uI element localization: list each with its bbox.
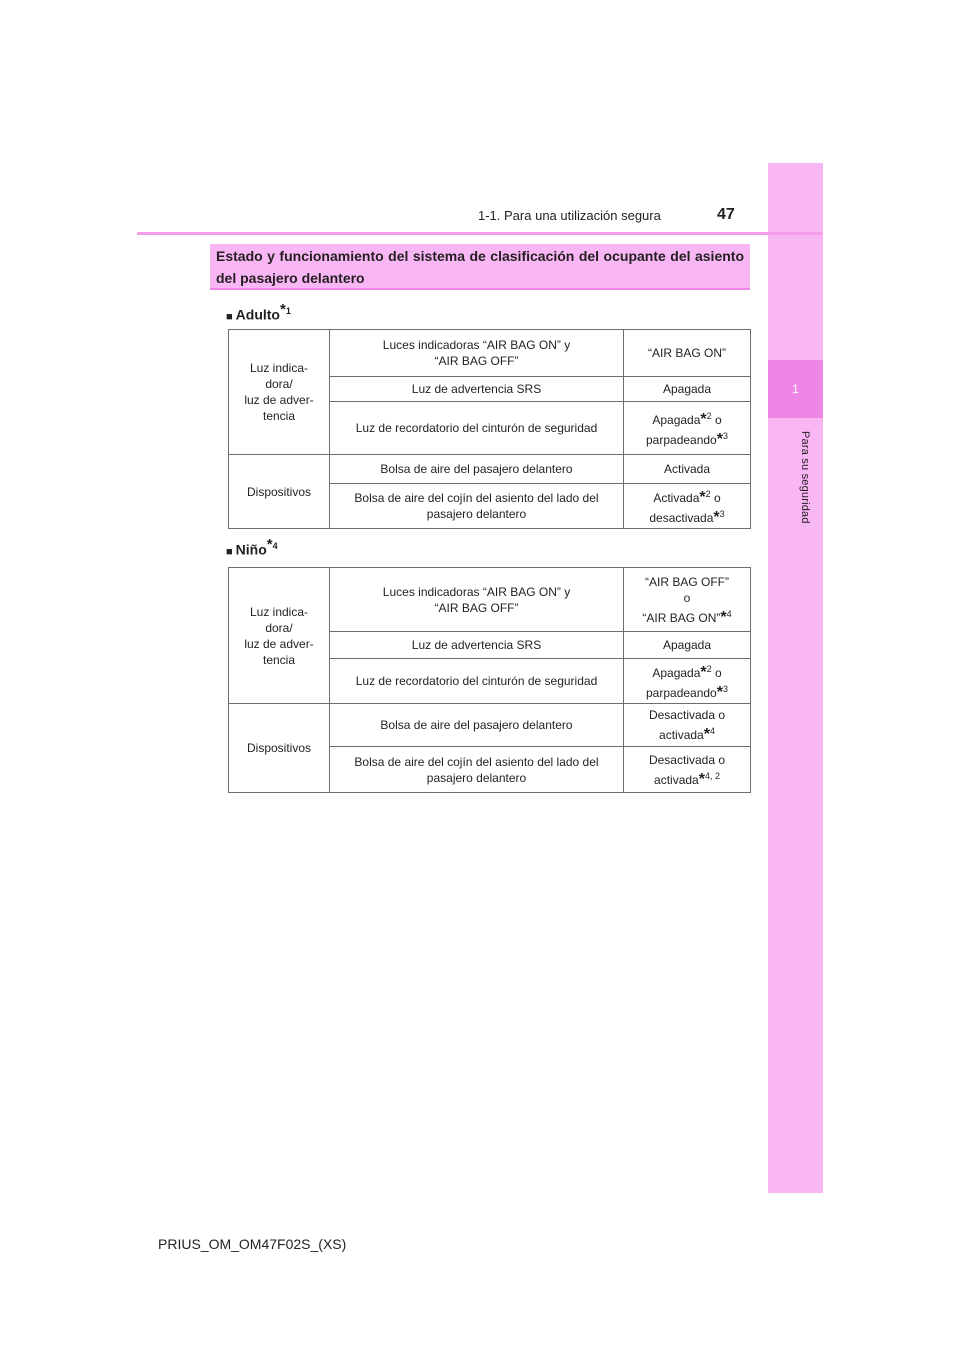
value-cell: Activada*$^2$ o desactivada*$^3$ <box>624 484 751 529</box>
adult-heading-note: 1 <box>285 306 291 316</box>
adult-heading-text: Adulto <box>235 306 280 323</box>
chapter-number: 1 <box>768 360 823 418</box>
item-label-cell: Luz de recordatorio del cinturón de seguridad <box>330 402 624 455</box>
child-table <box>228 567 751 793</box>
table-row <box>229 568 751 632</box>
table-row <box>229 704 751 747</box>
value-cell: “AIR BAG OFF” o “AIR BAG ON”*$^4$ <box>624 568 751 632</box>
group-label-cell: Dispositivos <box>229 704 330 793</box>
value-cell: Desactivada o activada*$^{4, 2}$ <box>624 747 751 793</box>
item-label-cell: Luz de advertencia SRS <box>330 377 624 402</box>
child-heading: ■ Niño$^{*4}$ <box>226 536 278 558</box>
value-cell: Apagada <box>624 377 751 402</box>
header-rule <box>137 232 823 235</box>
value-cell: Apagada <box>624 632 751 659</box>
item-label-cell: Bolsa de aire del pasajero delantero <box>330 455 624 484</box>
table-row <box>229 455 751 484</box>
square-bullet-icon: ■ <box>226 545 233 558</box>
value-cell: Apagada*$^2$ o parpadeando*$^3$ <box>624 659 751 704</box>
value-cell: Desactivada o activada*$^4$ <box>624 704 751 747</box>
chapter-label: Para su seguridad <box>799 431 811 524</box>
item-label-cell: Bolsa de aire del pasajero delantero <box>330 704 624 747</box>
page-number: 47 <box>717 206 735 223</box>
child-heading-note: 4 <box>272 541 278 551</box>
item-label-cell: Luz de recordatorio del cinturón de seguridad <box>330 659 624 704</box>
item-label-cell: Luces indicadoras “AIR BAG ON” y “AIR BAG OFF” <box>330 330 624 377</box>
section-heading: Estado y funcionamiento del sistema de clasificación del ocupante del asiento del pasajero delantero <box>210 244 750 290</box>
group-label-cell: Dispositivos <box>229 455 330 529</box>
item-label-cell: Bolsa de aire del cojín del asiento del lado del pasajero delantero <box>330 484 624 529</box>
child-heading-text: Niño <box>235 541 267 558</box>
item-label-cell: Bolsa de aire del cojín del asiento del lado del pasajero delantero <box>330 747 624 793</box>
value-cell: Apagada*$^2$ o parpadeando*$^3$ <box>624 402 751 455</box>
chapter-side-tab <box>768 163 823 1193</box>
adult-table <box>228 329 751 529</box>
value-cell: Activada <box>624 455 751 484</box>
value-cell: “AIR BAG ON” <box>624 330 751 377</box>
footer-code: PRIUS_OM_OM47F02S_(XS) <box>158 1236 347 1252</box>
item-label-cell: Luces indicadoras “AIR BAG ON” y “AIR BAG OFF” <box>330 568 624 632</box>
adult-heading: ■ Adulto$^{*1}$ <box>226 301 291 323</box>
group-label-cell: Luz indica- dora/ luz de adver- tencia <box>229 568 330 704</box>
running-header-title: 1-1. Para una utilización segura <box>478 208 661 223</box>
group-label-cell: Luz indica- dora/ luz de adver- tencia <box>229 330 330 455</box>
item-label-cell: Luz de advertencia SRS <box>330 632 624 659</box>
square-bullet-icon: ■ <box>226 310 233 323</box>
table-row <box>229 330 751 377</box>
